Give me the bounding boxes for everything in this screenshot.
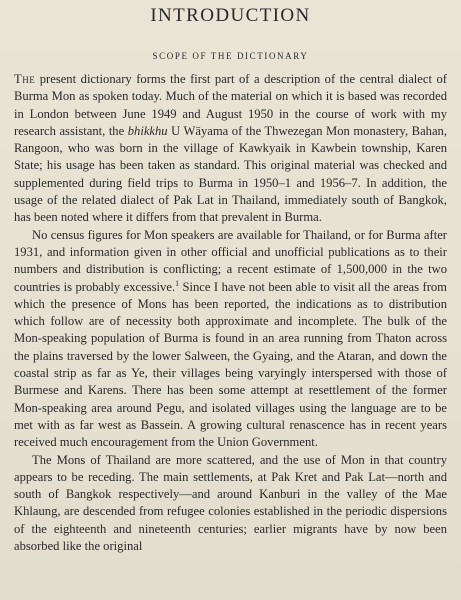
paragraph-1-italic-term: bhikkhu — [127, 123, 168, 138]
paragraph-1 — [14, 71, 447, 227]
footnote-marker: 1 — [175, 278, 180, 288]
page-title: INTRODUCTION — [150, 5, 311, 26]
paragraph-3-text: The Mons of Thailand are more scattered, and the use of Mon in that country appears to be receding. The main settlements, at Pak Kret and Pak Lat—north and south of Bangkok respectively—and around Kanburi in the valley of the Mae Khlaung, are descended from refugee colonies established in the periodic dispersions of the eighteenth and nineteenth centuries; earlier migrants have by now been absorbed like the original — [14, 452, 447, 554]
paragraph-3 — [14, 452, 447, 556]
paragraph-1-lead-word: The — [14, 72, 36, 86]
paragraph-2-text-b: Since I have not been able to visit all the areas from which the presence of Mons has been reported, the indications as to distribution which follow are of necessity both approximate and incomplete. The bulk of the Mon-speaking population of Burma is found in an area running from Thaton across the plains traversed by the lower Salween, the Gyaing, and the Ataran, and down the coastal strip as far as Ye, their villages being varyingly interspersed with those of Burmese and Karens. There has been some attempt at resettlement of the former Mon-speaking area around Pegu, and isolated villages using the language are to be met with as far west as Bassein. A growing cultural renascence has in recent years received much encouragement from the Union Government. — [14, 279, 447, 450]
section-heading: SCOPE OF THE DICTIONARY — [152, 51, 309, 61]
paragraph-2 — [14, 227, 447, 452]
paragraph-2-text-a: No census figures for Mon speakers are available for Thailand, or for Burma after 1931, and information given in other official and unofficial publications as to their numbers and distribution is conflicting; a recent estimate of 1,500,000 in the two countries is probably excessive. — [14, 227, 447, 294]
paragraph-1-text-b: U Wāyama of the Thwezegan Mon monastery, Bahan, Rangoon, who was born in the village of Kawkyaik in Kawbein township, Karen State; his usage has been taken as standard. This original material was checked and supplemented during field trips to Burma in 1950–1 and 1956–7. In addition, the usage of the related dialect of Pak Lat in Thailand, immediately south of Bangkok, has been noted where it differs from that prevalent in Burma. — [14, 123, 447, 225]
paragraph-1-text-a: present dictionary forms the first part of a description of the central dialect of Burma Mon as spoken today. Much of the material on which it is based was recorded in London between June 1949 and August 1950 in the course of work with my research assistant, the — [14, 72, 447, 138]
